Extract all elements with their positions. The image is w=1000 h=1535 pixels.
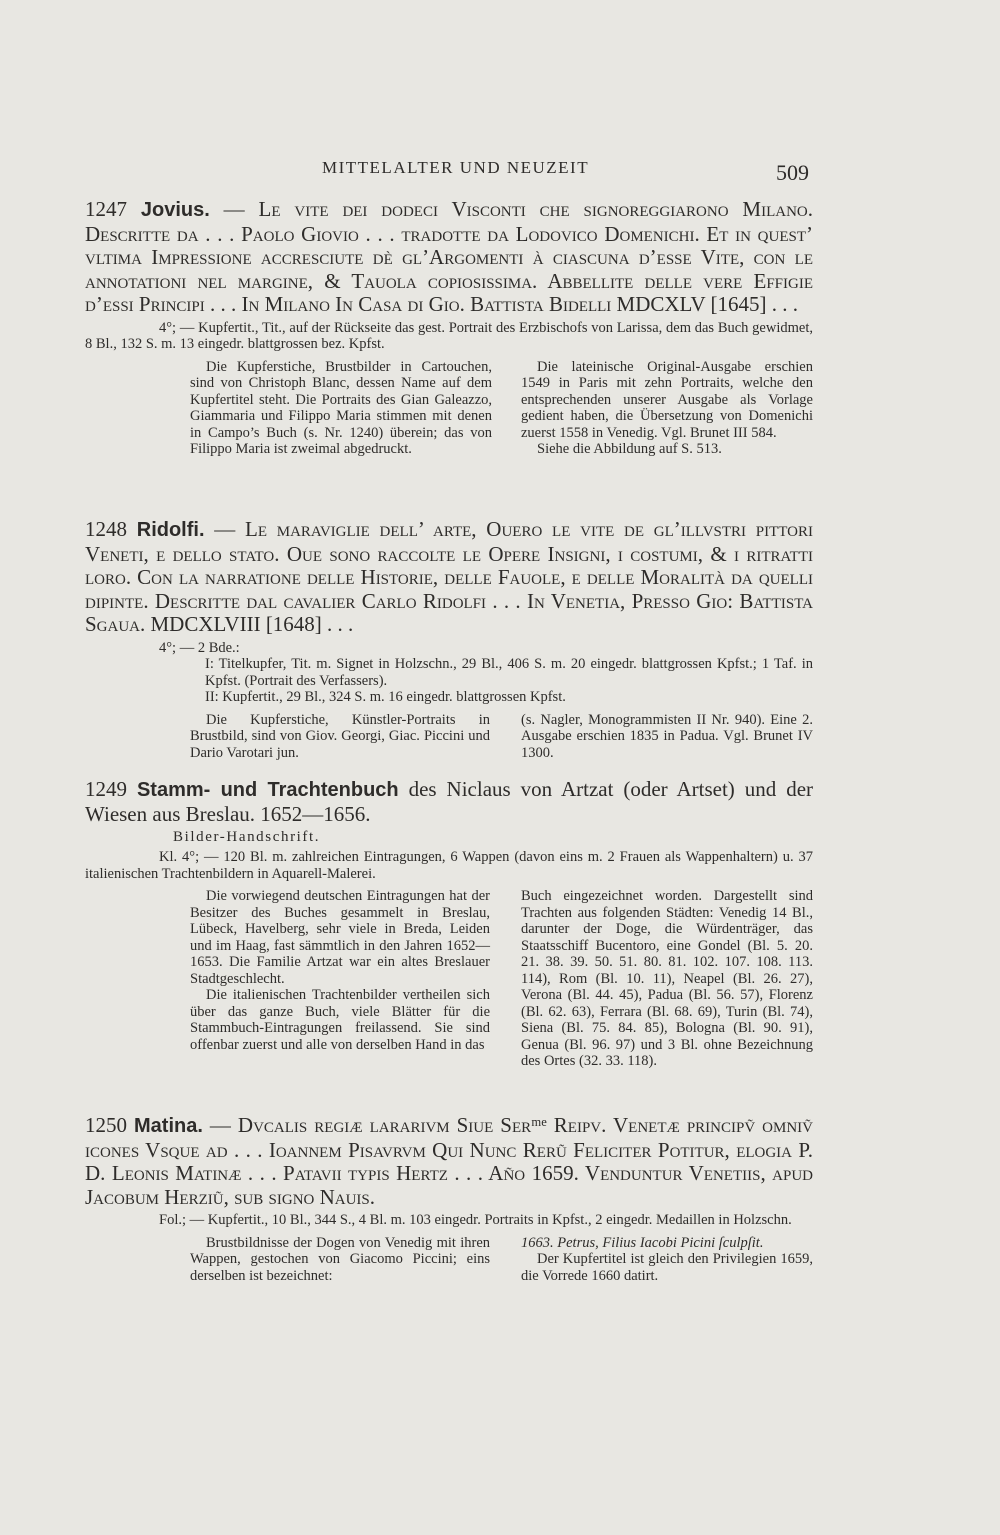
entry-heading xyxy=(85,198,813,317)
note-paragraph: 1663. Petrus, Filius Iacobi Picini ſculpſit. xyxy=(521,1234,764,1251)
entry-title: — Le maraviglie dell’ arte, Ouero le vite de gl’illvstri pittori Veneti, e dello stato. Oue ſono raccolte le Opere Inſigni, i coſtumi, & i ritratti loro. Con la narratione delle Hiſtorie, delle Fauole, e delle Moralità da quelli dipinte. Deſcritte dal cavalier Carlo Ridolfi . . . In Venetia, Preſſo Gio: Battiſta Sgaua. MDCXLVIII [1648] . . . xyxy=(85,517,813,636)
note-paragraph: Die vorwiegend deutschen Eintragungen hat der Besitzer des Buches gesammelt in Breslau, Lübeck, Havelberg, sehr viele in Breda, Leiden und im Haag, fast sämmtlich in den Jahren 1652—1653. Die Familie Artzat war ein altes Breslauer Stadtgeschlecht. xyxy=(190,888,490,987)
note-right xyxy=(521,1235,813,1285)
volume-2: II: Kupfertit., 29 Bl., 324 S. m. 16 eingedr. blattgrossen Kpfst. xyxy=(205,689,566,705)
entry-heading xyxy=(85,778,813,826)
entry-1247 xyxy=(85,198,813,458)
format: 4°; — 2 Bde.: xyxy=(159,639,240,656)
collation: Fol.; — Kupfertit., 10 Bl., 344 S., 4 Bl. m. 103 eingedr. Portraits in Kpfst., 2 eingedr. Medaillen in Holzschn. xyxy=(159,1212,792,1228)
entry-number: 1248 xyxy=(85,517,127,541)
notes xyxy=(85,1235,813,1285)
note-left xyxy=(190,359,492,458)
note-right xyxy=(521,359,813,458)
note-paragraph: (s. Nagler, Monogrammisten II Nr. 940). Eine 2. Ausgabe erschien 1835 in Padua. Vgl. Brunet IV 1300. xyxy=(521,711,813,761)
entry-heading xyxy=(85,1114,813,1209)
note-paragraph: Siehe die Abbildung auf S. 513. xyxy=(537,441,722,457)
note-paragraph: Die Kupferstiche, Brustbilder in Cartouchen, sind von Christoph Blanc, dessen Name auf dem Kupfertitel steht. Die Portraits des Gian Galeazzo, Giammaria und Filippo Maria stimmen mit denen in Campo’s Buch (s. Nr. 1240) überein; das von Filippo Maria ist zweimal abgedruckt. xyxy=(190,358,492,457)
entry-name: Jovius. xyxy=(140,199,210,221)
note-left xyxy=(190,888,490,1070)
entry-1249 xyxy=(85,778,813,1070)
note-paragraph: Brustbildnisse der Dogen von Venedig mit ihren Wappen, gestochen von Giacomo Piccini; eins derselben ist bezeichnet: xyxy=(190,1234,490,1284)
entry-title: — Le vite dei dodeci Visconti che signoreggiarono Milano. Descritte da . . . Paolo Giovio . . . tradotte da Lodovico Domenichi. Et in queſt’ vltima Impreſſione accreſciute dè gl’Argomenti à ciaſcuna d’eſſe Vite, con le annotationi nel margine, & Tauola copioſiſſima. Abbellite delle vere Effigie d’eſsi Principi . . . In Milano In Caſa di Gio. Battiſta Bidelli MDCXLV [1645] . . . xyxy=(85,197,813,316)
running-title: MITTELALTER UND NEUZEIT xyxy=(322,158,590,177)
note-paragraph: Die lateinische Original-Ausgabe erschien 1549 in Paris mit zehn Portraits, welche den entsprechenden unserer Ausgabe als Vorlage gedient haben, die Übersetzung von Domenichi zuerst 1558 in Venedig. Vgl. Brunet III 584. xyxy=(521,358,813,441)
collation: 4°; — Kupfertit., Tit., auf der Rückseite das gest. Portrait des Erzbischofs von Larissa, dem das Buch gewidmet, 8 Bl., 132 S. m. 13 eingedr. blattgrossen bez. Kpfst. xyxy=(85,319,813,352)
entry-name: Matina. xyxy=(134,1115,203,1137)
volume-1: I: Titelkupfer, Tit. m. Signet in Holzschn., 29 Bl., 406 S. m. 20 eingedr. blattgrossen Kpfst.; 1 Taf. in Kpfst. (Portrait des Verfassers). xyxy=(205,656,813,689)
entry-number: 1250 xyxy=(85,1113,127,1137)
note-paragraph: Der Kupfertitel ist gleich den Privilegien 1659, die Vorrede 1660 datirt. xyxy=(521,1251,813,1284)
entry-name: Ridolfi. xyxy=(136,519,205,541)
entry-name: Stamm- und Trachtenbuch xyxy=(136,779,399,801)
entry-1250 xyxy=(85,1114,813,1284)
notes xyxy=(85,712,813,762)
entry-subtitle: Bilder-Handschrift. xyxy=(173,829,321,845)
collation: Kl. 4°; — 120 Bl. m. zahlreichen Eintragungen, 6 Wappen (davon eins m. 2 Frauen als Wappenhaltern) u. 37 italienischen Trachtenbildern in Aquarell-Malerei. xyxy=(85,849,813,882)
note-paragraph: Buch eingezeichnet worden. Dargestellt sind Trachten aus folgenden Städten: Venedig 14 Bl., darunter der Doge, die Würdenträger, das Staatsschiff Bucentoro, eine Gondel (Bl. 5. 20. 21. 38. 39. 50. 51. 80. 81. 102. 107. 108. 113. 114), Rom (Bl. 10. 11), Neapel (Bl. 26. 27), Verona (Bl. 44. 45), Padua (Bl. 56. 57), Florenz (Bl. 62. 63), Ferrara (Bl. 68. 69), Turin (Bl. 74), Siena (Bl. 75. 84. 85), Bologna (Bl. 90. 91), Genua (Bl. 96. 97) und 3 Bl. ohne Bezeichnung des Ortes (32. 33. 118). xyxy=(521,888,813,1069)
entry-heading xyxy=(85,518,813,637)
page-number: 509 xyxy=(776,160,809,185)
note-left xyxy=(190,1235,490,1285)
entry-1248 xyxy=(85,518,813,761)
note-right xyxy=(521,888,813,1070)
entry-number: 1247 xyxy=(85,197,127,221)
entry-number: 1249 xyxy=(85,777,127,801)
entry-title: des Niclaus von Artzat (oder Artset) und der Wiesen aus Breslau. 1652—1656. xyxy=(85,777,814,826)
note-paragraph: Die italienischen Trachtenbilder vertheilen sich über das ganze Buch, viele Blätter für die Stammbuch-Eintragungen freilassend. Sie sind offenbar zuerst und alle von derselben Hand in das xyxy=(190,987,490,1053)
entry-title: — Dvcalis regiæ lararivm Siue Serᵐᵉ Reipv. Venetæ principṽ omniṽ icones Vsque ad . . . Ioannem Pisavrvm Qui Nunc Rerũ Feliciter Potitur, elogia P. D. Leonis Matinæ . . . Patavii typis Hertz . . . Año 1659. Venduntur Venetiis, apud Jacobum Herziũ, sub signo Nauis. xyxy=(85,1113,814,1209)
note-left xyxy=(190,712,490,762)
note-paragraph: Die Kupferstiche, Künstler-Portraits in Brustbild, sind von Giov. Georgi, Giac. Piccini und Dario Varotari jun. xyxy=(190,711,490,761)
notes xyxy=(85,888,813,1070)
note-right xyxy=(521,712,813,762)
notes xyxy=(85,359,813,458)
